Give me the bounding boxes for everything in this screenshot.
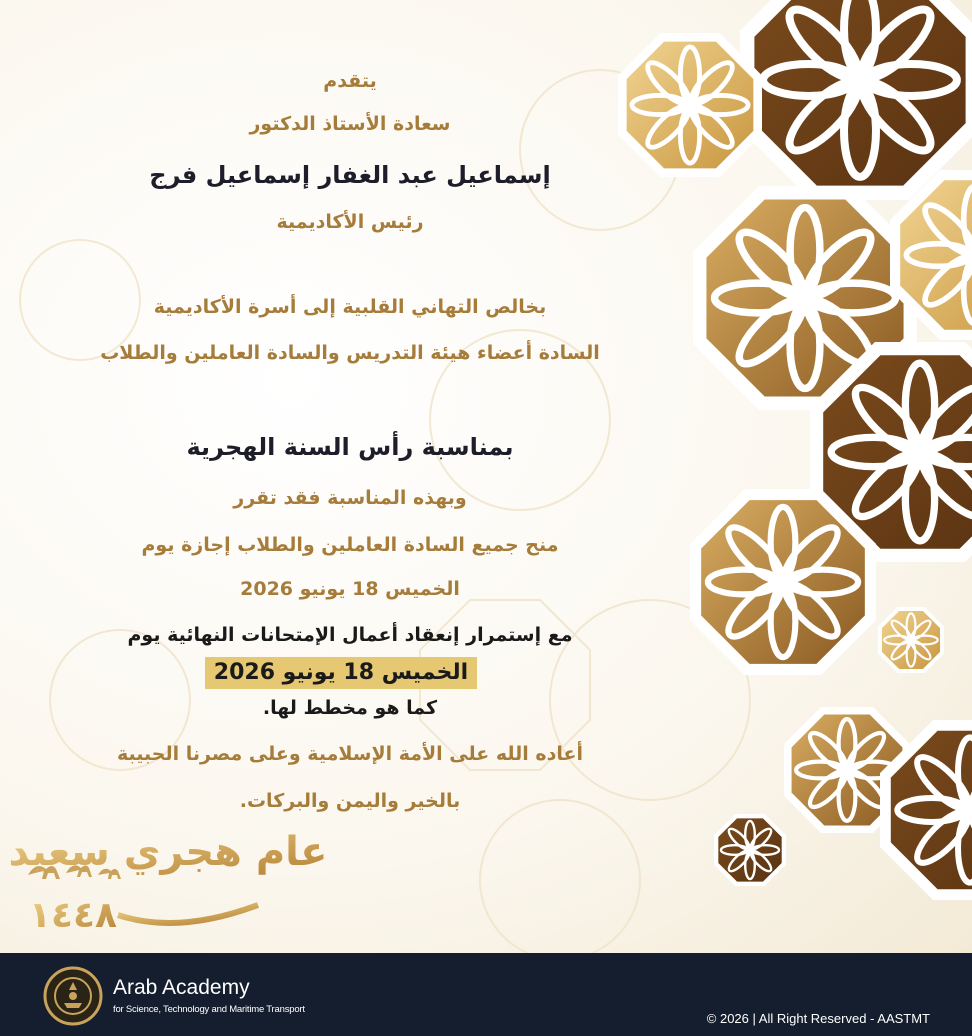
logo-year: ١٤٤٨ (29, 895, 117, 936)
greeting-line-1: بخالص التهاني القلبية إلى أسرة الأكاديمية (153, 296, 547, 318)
hijri-new-year-logo (8, 815, 328, 940)
president-title: رئيس الأكاديمية (276, 211, 424, 233)
decision-line-1: وبهذه المناسبة فقد تقرر (233, 487, 467, 509)
planned-line: كما هو مخطط لها. (262, 697, 438, 719)
logo-text: عام هجري سعيد (8, 829, 328, 875)
presenter-line: يتقدم (323, 70, 377, 92)
occasion-heading: بمناسبة رأس السنة الهجرية (186, 433, 514, 461)
academy-name: Arab Academy (113, 976, 250, 999)
title-line: سعادة الأستاذ الدكتور (249, 113, 451, 135)
greeting-text (90, 0, 610, 953)
president-name: إسماعيل عبد الغفار إسماعيل فرج (149, 161, 551, 189)
academy-subtitle: for Science, Technology and Maritime Transport (113, 1004, 305, 1015)
copyright-text: © 2026 | All Right Reserved - AASTMT (706, 1011, 930, 1026)
holiday-date: الخميس 18 يونيو 2026 (240, 578, 460, 600)
decision-line-2: منح جميع السادة العاملين والطلاب إجازة يوم (141, 534, 559, 556)
exams-line: مع إستمرار إنعقاد أعمال الإمتحانات النهائية يوم (127, 624, 573, 646)
exam-date: الخميس 18 يونيو 2026 (213, 660, 469, 685)
blessing-line-2: بالخير واليمن والبركات. (239, 790, 461, 812)
greeting-line-2: السادة أعضاء هيئة التدريس والسادة العاملين والطلاب (100, 342, 600, 364)
academy-emblem-icon (42, 965, 104, 1027)
blessing-line-1: أعاده الله على الأمة الإسلامية وعلى مصرنا الحبيبة (116, 743, 583, 765)
